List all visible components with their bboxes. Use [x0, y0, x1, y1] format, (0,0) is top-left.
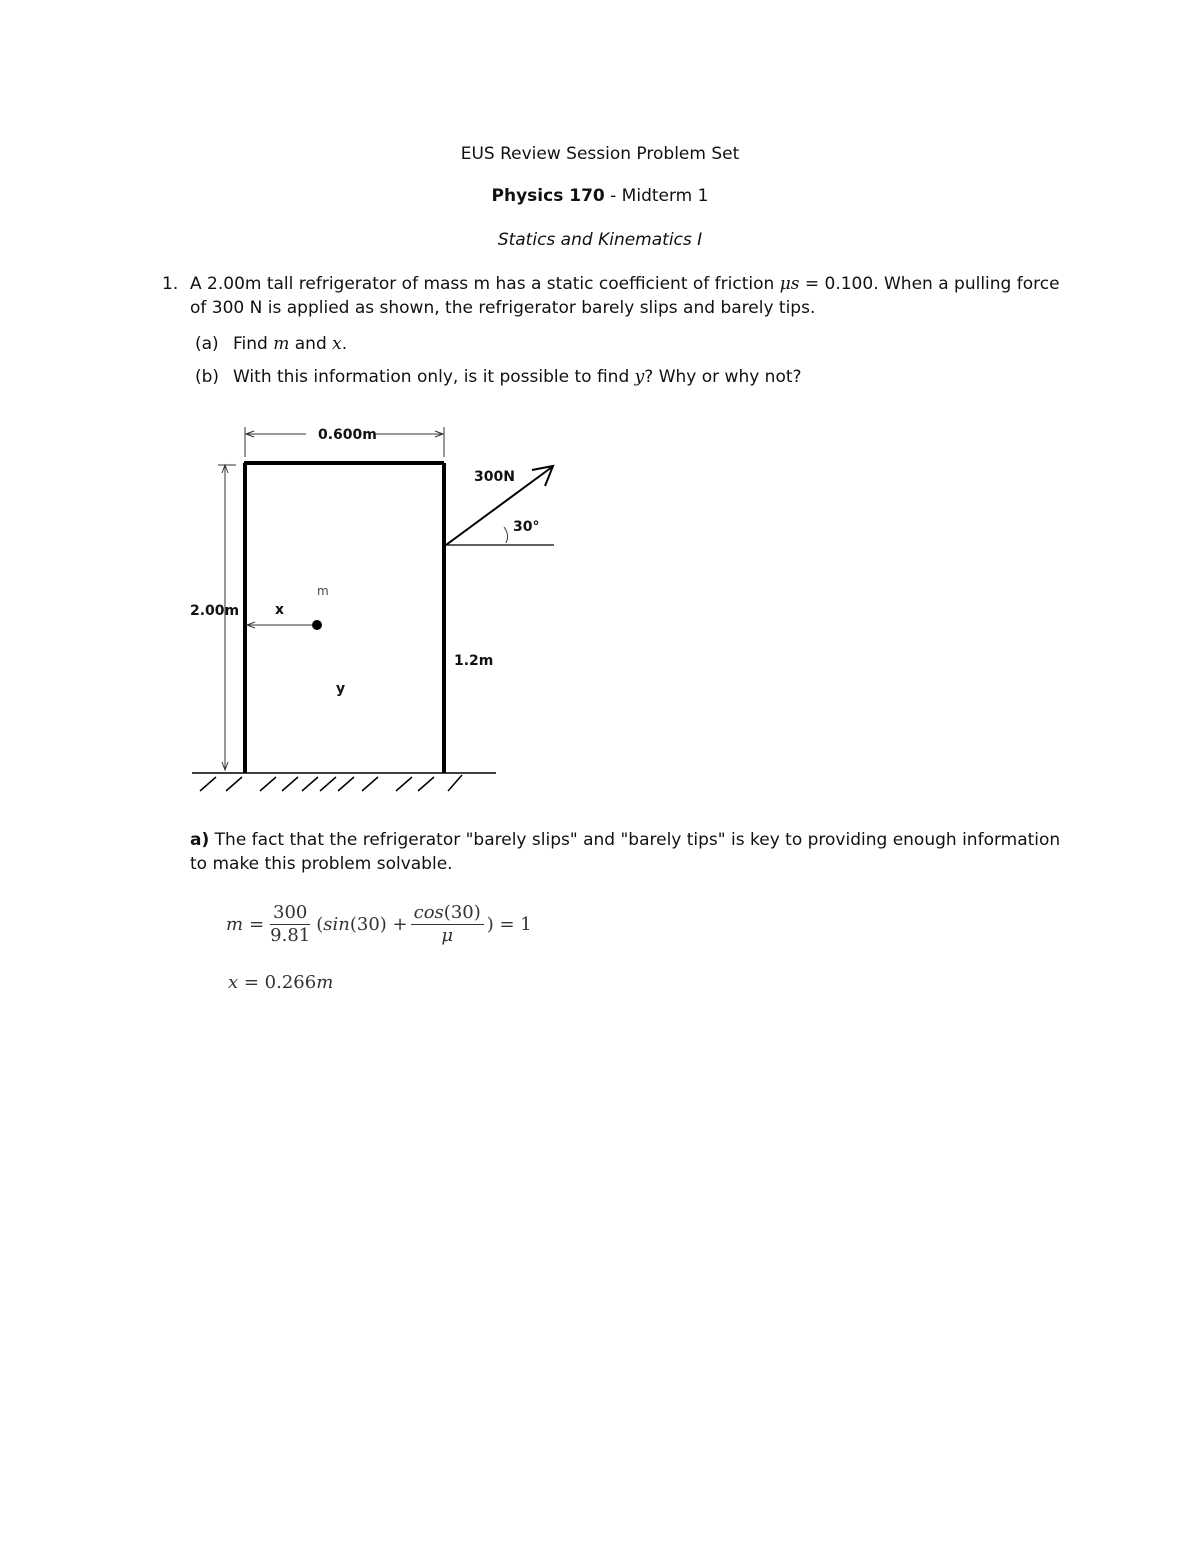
course-line [0, 186, 1200, 206]
force-label: 300N [474, 469, 515, 485]
angle-label: 30° [513, 519, 540, 535]
fraction-cos-over-mu [411, 902, 484, 947]
subpart-a-label: (a) [195, 334, 219, 354]
eq-m-cos: cos [413, 902, 444, 923]
refrigerator-diagram [180, 415, 580, 810]
width-label: 0.600m [318, 427, 377, 443]
eq-m-equals: = [249, 914, 265, 935]
x-equation [228, 972, 333, 993]
eq-x-rhs: = 0.266 [238, 972, 317, 993]
subpart-a-text-3: . [341, 334, 348, 354]
subpart-b [195, 367, 802, 387]
center-of-mass-dot [312, 620, 322, 630]
ground [192, 773, 496, 791]
course-name: Physics 170 [491, 186, 605, 206]
mass-label: m [317, 584, 329, 598]
height-label: 2.00m [190, 603, 240, 619]
eq-x-lhs: x [228, 972, 239, 993]
eq-m-open-paren: ( [316, 914, 324, 935]
eq-m-lhs: m [226, 914, 244, 935]
problem-number: 1. [162, 274, 179, 294]
problem-1 [162, 272, 1062, 320]
force-height-label: 1.2m [454, 653, 494, 669]
subpart-b-label: (b) [195, 367, 220, 387]
eq-m-sin: sin [323, 914, 350, 935]
eq-m-cos-arg: (30) [443, 902, 481, 923]
subpart-b-text-2: ? Why or why not? [644, 367, 802, 387]
fraction-denominator: 9.81 [270, 925, 311, 946]
fraction-numerator: 300 [270, 902, 310, 925]
refrigerator-box [244, 463, 444, 773]
subpart-b-text-1: With this information only, is it possible to find [233, 367, 635, 387]
subpart-a [195, 334, 347, 354]
eq-m-sin-arg: (30) + [349, 914, 408, 935]
statement-part-2: = 0.100. When a pulling force of 300 N is applied as shown, the refrigerator barely slips and barely tips. [190, 274, 1060, 318]
var-x: x [332, 334, 342, 354]
mu-symbol: μs [779, 274, 800, 294]
var-m: m [273, 334, 290, 354]
angle-arc [504, 527, 508, 543]
eq-m-tail: ) = 1 [486, 914, 532, 935]
answer-part-label: a) [190, 830, 210, 850]
eq-x-unit: m [316, 972, 334, 993]
exam-name: - Midterm 1 [604, 186, 709, 206]
fraction-300-over-9-81 [267, 902, 313, 947]
x-label: x [275, 602, 285, 618]
topic-subtitle: Statics and Kinematics I [497, 230, 703, 250]
document-title: EUS Review Session Problem Set [460, 144, 740, 164]
fraction-mu-denominator: μ [441, 925, 454, 946]
problem-statement [190, 272, 1062, 320]
subpart-a-text-2: and [289, 334, 333, 354]
subpart-a-text-1: Find [233, 334, 274, 354]
fraction-cos-numerator [411, 902, 484, 925]
mass-equation [226, 902, 532, 947]
y-label: y [336, 681, 346, 697]
answer-text [190, 828, 1070, 876]
answer-body: The fact that the refrigerator "barely slips" and "barely tips" is key to providing enough information to make this problem solvable. [190, 830, 1061, 874]
x-dimension [247, 622, 312, 628]
var-y: y [634, 367, 645, 387]
statement-part-1: A 2.00m tall refrigerator of mass m has a static coefficient of friction [190, 274, 780, 294]
